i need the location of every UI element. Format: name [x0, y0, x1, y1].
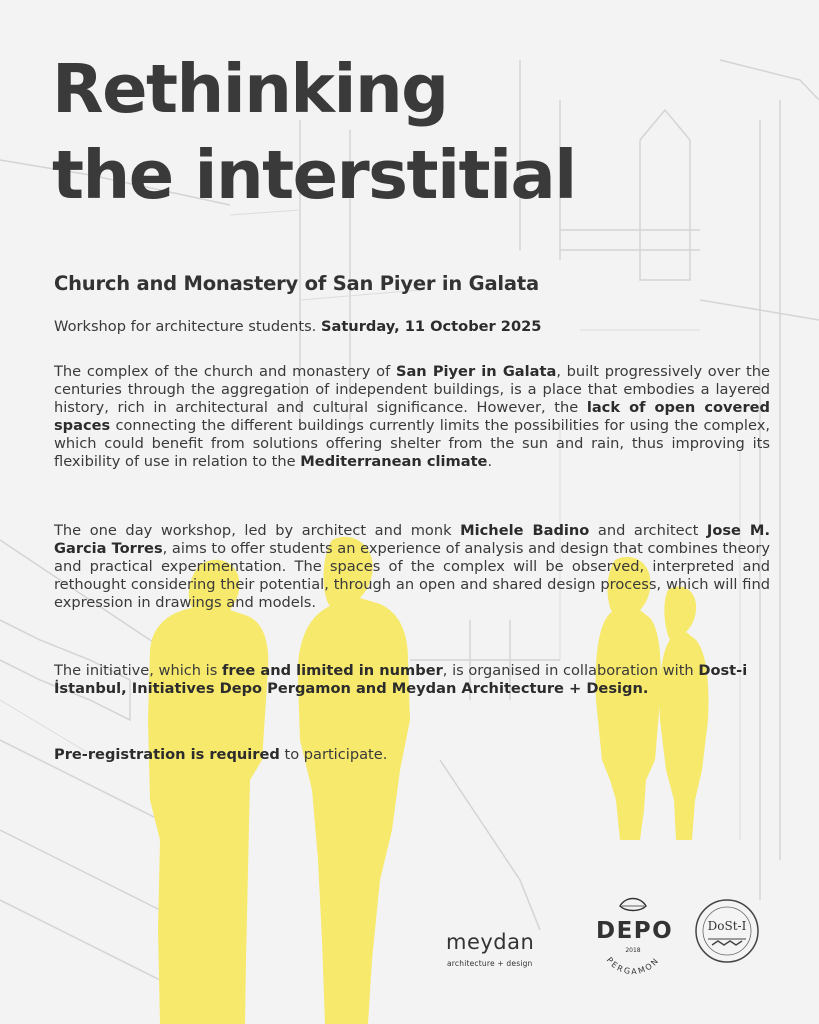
p1-text-2: , built progressively over the centuries through the aggregation of independent buildings, is a place that embodies a layered history, rich in architectural and cultural significance. However, the [54, 363, 770, 416]
p1-text-3: connecting the different buildings currently limits the possibilities for using the complex, which could benefit from solutions offering shelter from the sun and rain, thus improving its flexibility of use in relation to the [54, 417, 770, 470]
workshop-intro: Workshop for architecture students. [54, 318, 321, 335]
p2-text-2: and architect [589, 522, 707, 539]
svg-text:PERGAMON [605, 955, 661, 976]
p1-text-1: The complex of the church and monastery of [54, 363, 396, 380]
p2-text-3: , aims to offer students an experience of analysis and design that combines theory and practical experimentation. The spaces of the complex will be observed, interpreted and rethought considering their potential, through an open and shared design process, which will find expression in drawings and models. [54, 540, 770, 611]
p2-text-1: The one day workshop, led by architect and monk [54, 522, 461, 539]
title-line-2: the interstitial [52, 136, 576, 214]
dost-i-istanbul-logo [694, 895, 760, 967]
p1-bold-3: Mediterranean climate [300, 453, 488, 470]
workshop-date: Saturday, 11 October 2025 [320, 318, 542, 335]
depo-pergamon-logo [588, 888, 678, 980]
p1-text-4: . [487, 453, 493, 470]
depo-logo-year: 2018 [625, 947, 641, 954]
p3-bold-1: free and limited in number [221, 662, 443, 679]
workshop-line [54, 318, 770, 336]
meydan-logo-word: meydan [446, 930, 535, 954]
title-line-1: Rethinking [52, 50, 448, 128]
p2-bold-2: Jose M. Garcia Torres [54, 522, 771, 557]
p1-bold-1: San Piyer in Galata [395, 363, 557, 380]
subtitle: Church and Monastery of San Piyer in Galata [54, 272, 539, 295]
p3-bold-2: Dost-i İstanbul, Initiatives Depo Pergamon and Meydan Architecture + Design. [54, 662, 748, 697]
page-title [52, 46, 576, 218]
p4-bold-1: Pre-registration is required [54, 746, 280, 763]
p3-text-1: The initiative, which is [54, 662, 222, 679]
p4-text-1: to participate. [279, 746, 388, 763]
depo-logo-arc-text: PERGAMON [604, 955, 662, 977]
meydan-logo-tagline: architecture + design [447, 959, 533, 968]
paragraph-complex [54, 363, 770, 471]
dost-logo-word: DoSt-I [707, 919, 747, 933]
meydan-logo [446, 930, 568, 974]
paragraph-workshop [54, 522, 770, 612]
p3-text-2: , is organised in collaboration with [442, 662, 699, 679]
paragraph-initiative [54, 662, 770, 698]
paragraph-registration [54, 746, 770, 764]
depo-logo-word: DEPO [596, 918, 674, 944]
p2-bold-1: Michele Badino [460, 522, 590, 539]
p1-bold-2: lack of open covered spaces [54, 399, 770, 434]
